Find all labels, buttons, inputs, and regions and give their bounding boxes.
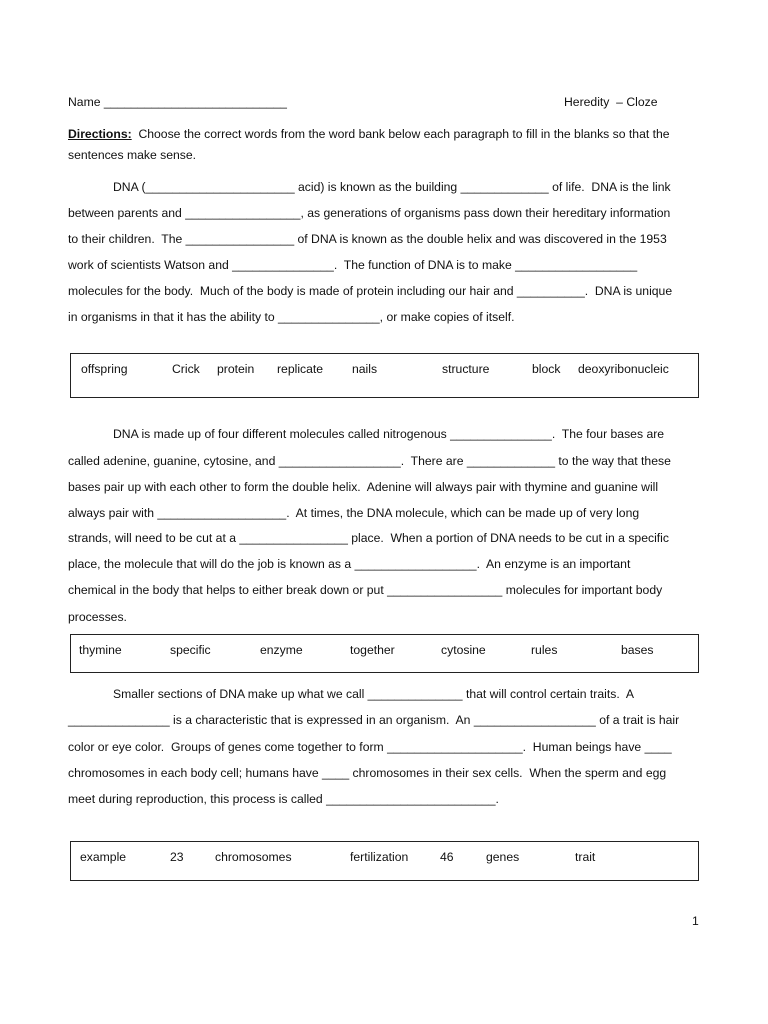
- paragraph2-line: place, the molecule that will do the job is known as a __________________. An enzyme is an important: [68, 557, 631, 571]
- word-bank-word: chromosomes: [215, 850, 292, 864]
- word-bank-word: enzyme: [260, 643, 303, 657]
- name-field-line: Name ___________________________: [68, 95, 287, 109]
- directions-line-1: [68, 126, 670, 142]
- word-bank-word: offspring: [81, 362, 128, 376]
- word-bank-word: Crick: [172, 362, 200, 376]
- paragraph1-line: molecules for the body. Much of the body is made of protein including our hair and __________. DNA is unique: [68, 284, 673, 298]
- paragraph2-line: strands, will need to be cut at a ________________ place. When a portion of DNA needs to be cut in a specific: [68, 531, 669, 545]
- word-bank-word: trait: [575, 850, 596, 864]
- paragraph2-line: bases pair up with each other to form the double helix. Adenine will always pair with thymine and guanine will: [68, 480, 659, 494]
- word-bank-word: cytosine: [441, 643, 486, 657]
- word-bank-word: deoxyribonucleic: [578, 362, 669, 376]
- paragraph2-line: DNA is made up of four different molecules called nitrogenous _______________. The four bases are: [113, 427, 665, 441]
- paragraph3-line: chromosomes in each body cell; humans have ____ chromosomes in their sex cells. When the sperm and egg: [68, 766, 667, 780]
- directions-text: Choose the correct words from the word bank below each paragraph to fill in the blanks so that the: [131, 127, 670, 141]
- page-number: 1: [692, 914, 699, 928]
- word-bank-word: specific: [170, 643, 211, 657]
- word-bank-word: block: [532, 362, 561, 376]
- paragraph3-line: _______________ is a characteristic that is expressed in an organism. An __________________ of a trait is hair: [68, 713, 680, 727]
- paragraph3-line: color or eye color. Groups of genes come together to form ____________________. Human beings have ____: [68, 740, 672, 754]
- paragraph1-line: in organisms in that it has the ability to _______________, or make copies of itself.: [68, 310, 515, 324]
- paragraph1-line: DNA (______________________ acid) is known as the building _____________ of life. DNA is the link: [113, 180, 671, 194]
- word-bank-1: [70, 353, 699, 398]
- paragraph3-line: Smaller sections of DNA make up what we call ______________ that will control certain traits. A: [113, 687, 634, 701]
- paragraph1-line: work of scientists Watson and _______________. The function of DNA is to make __________________: [68, 258, 638, 272]
- word-bank-word: 23: [170, 850, 184, 864]
- directions-line-2: sentences make sense.: [68, 148, 197, 162]
- paragraph2-line: always pair with ___________________. At times, the DNA molecule, which can be made up of very long: [68, 506, 640, 520]
- word-bank-word: protein: [217, 362, 255, 376]
- paragraph1-line: to their children. The ________________ of DNA is known as the double helix and was discovered in the 1953: [68, 232, 667, 246]
- word-bank-word: example: [80, 850, 127, 864]
- word-bank-word: nails: [352, 362, 378, 376]
- directions-label: Directions:: [68, 127, 132, 141]
- paragraph1-line: between parents and _________________, as generations of organisms pass down their hereditary information: [68, 206, 671, 220]
- word-bank-word: replicate: [277, 362, 324, 376]
- word-bank-word: structure: [442, 362, 490, 376]
- word-bank-word: thymine: [79, 643, 122, 657]
- worksheet-title: Heredity – Cloze: [564, 95, 658, 109]
- paragraph2-line: chemical in the body that helps to either break down or put _________________ molecules for important body: [68, 583, 663, 597]
- word-bank-3: [70, 841, 699, 881]
- paragraph3-line: meet during reproduction, this process is called _________________________.: [68, 792, 499, 806]
- word-bank-word: genes: [486, 850, 520, 864]
- paragraph2-line: processes.: [68, 610, 127, 624]
- paragraph2-line: called adenine, guanine, cytosine, and __________________. There are _____________ to the way that these: [68, 454, 671, 468]
- word-bank-word: rules: [531, 643, 558, 657]
- word-bank-word: 46: [440, 850, 454, 864]
- word-bank-2: [70, 634, 699, 673]
- word-bank-word: together: [350, 643, 395, 657]
- word-bank-word: fertilization: [350, 850, 409, 864]
- word-bank-word: bases: [621, 643, 654, 657]
